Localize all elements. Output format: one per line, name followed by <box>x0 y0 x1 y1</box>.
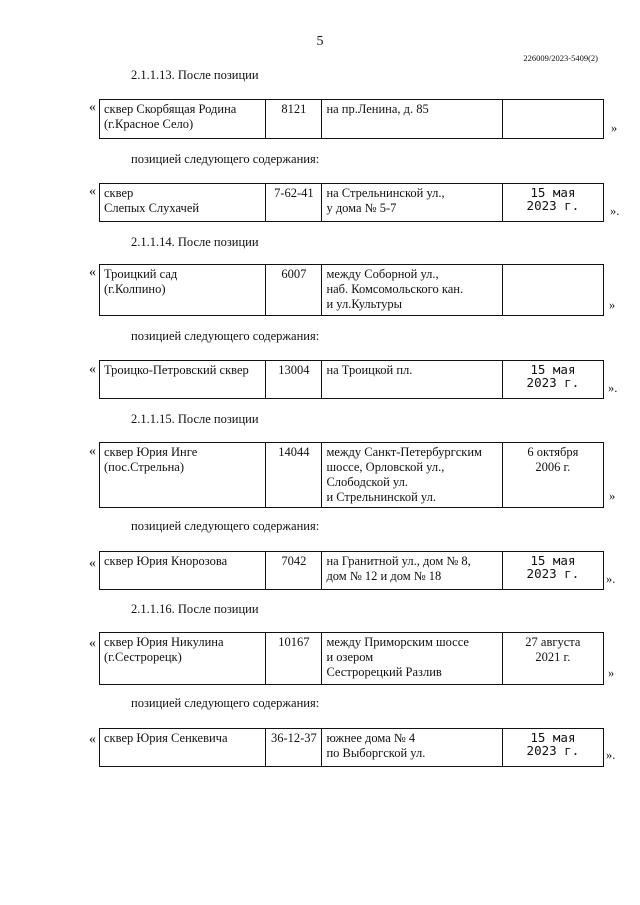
table-row <box>100 633 604 685</box>
open-quote: « <box>89 265 96 280</box>
name-cell: сквер Слепых Слухачей <box>100 184 266 222</box>
new-position-table <box>99 728 604 767</box>
new-position-table <box>99 360 604 399</box>
open-quote: « <box>89 362 96 377</box>
table-row <box>100 361 604 399</box>
code-cell: 13004 <box>266 361 322 399</box>
old-position-table <box>99 632 604 685</box>
section-heading: 2.1.1.14. После позиции <box>131 235 259 249</box>
close-quote: » <box>611 121 618 135</box>
page-number: 5 <box>316 34 324 49</box>
date-cell <box>502 265 603 316</box>
name-cell: сквер Скорбящая Родина (г.Красное Село) <box>100 100 266 139</box>
name-cell: сквер Юрия Сенкевича <box>100 729 266 767</box>
close-quote-dot: ». <box>610 204 620 218</box>
old-position-table <box>99 442 604 508</box>
date-cell: 15 мая 2023 г. <box>502 184 603 222</box>
location-cell: между Приморским шоссе и озером Сестрорецкий Разлив <box>322 633 502 685</box>
date-cell: 15 мая 2023 г. <box>502 552 603 590</box>
table-row <box>100 265 604 316</box>
old-position-table <box>99 99 604 139</box>
open-quote: « <box>89 556 96 571</box>
name-cell: Троицкий сад (г.Колпино) <box>100 265 266 316</box>
close-quote: » <box>608 666 615 680</box>
section-heading: 2.1.1.15. После позиции <box>131 412 259 426</box>
table-row <box>100 100 604 139</box>
code-cell: 7042 <box>266 552 322 590</box>
table-row <box>100 552 604 590</box>
open-quote: « <box>89 444 96 459</box>
close-quote: » <box>609 489 616 503</box>
code-cell: 8121 <box>266 100 322 139</box>
section-heading: 2.1.1.13. После позиции <box>131 68 259 82</box>
replacement-caption: позицией следующего содержания: <box>131 152 320 166</box>
location-cell: южнее дома № 4 по Выборгской ул. <box>322 729 502 767</box>
close-quote: » <box>609 298 616 312</box>
table-row <box>100 443 604 508</box>
close-quote-dot: ». <box>606 748 616 762</box>
location-cell: на пр.Ленина, д. 85 <box>322 100 502 139</box>
name-cell: сквер Юрия Инге (пос.Стрельна) <box>100 443 266 508</box>
table-row <box>100 184 604 222</box>
date-cell: 27 августа 2021 г. <box>502 633 603 685</box>
table-row <box>100 729 604 767</box>
document-id: 226009/2023-5409(2) <box>523 53 598 63</box>
location-cell: на Стрельнинской ул., у дома № 5-7 <box>322 184 502 222</box>
old-position-table <box>99 264 604 316</box>
close-quote-dot: ». <box>608 381 618 395</box>
section-heading: 2.1.1.16. После позиции <box>131 602 259 616</box>
open-quote: « <box>89 636 96 651</box>
date-cell: 6 октября 2006 г. <box>502 443 603 508</box>
code-cell: 14044 <box>266 443 322 508</box>
date-cell: 15 мая 2023 г. <box>502 361 603 399</box>
date-cell <box>502 100 603 139</box>
code-cell: 10167 <box>266 633 322 685</box>
close-quote-dot: ». <box>606 572 616 586</box>
code-cell: 36-12-37 <box>266 729 322 767</box>
name-cell: сквер Юрия Никулина (г.Сестрорецк) <box>100 633 266 685</box>
code-cell: 6007 <box>266 265 322 316</box>
replacement-caption: позицией следующего содержания: <box>131 696 320 710</box>
name-cell: Троицко-Петровский сквер <box>100 361 266 399</box>
open-quote: « <box>89 732 96 747</box>
location-cell: на Гранитной ул., дом № 8, дом № 12 и дом № 18 <box>322 552 502 590</box>
date-cell: 15 мая 2023 г. <box>502 729 603 767</box>
replacement-caption: позицией следующего содержания: <box>131 519 320 533</box>
open-quote: « <box>89 100 96 115</box>
new-position-table <box>99 551 604 590</box>
open-quote: « <box>89 184 96 199</box>
new-position-table <box>99 183 604 222</box>
location-cell: на Троицкой пл. <box>322 361 502 399</box>
name-cell: сквер Юрия Кнорозова <box>100 552 266 590</box>
replacement-caption: позицией следующего содержания: <box>131 329 320 343</box>
code-cell: 7-62-41 <box>266 184 322 222</box>
location-cell: между Санкт-Петербургским шоссе, Орловской ул., Слободской ул. и Стрельнинской ул. <box>322 443 502 508</box>
location-cell: между Соборной ул., наб. Комсомольского кан. и ул.Культуры <box>322 265 502 316</box>
